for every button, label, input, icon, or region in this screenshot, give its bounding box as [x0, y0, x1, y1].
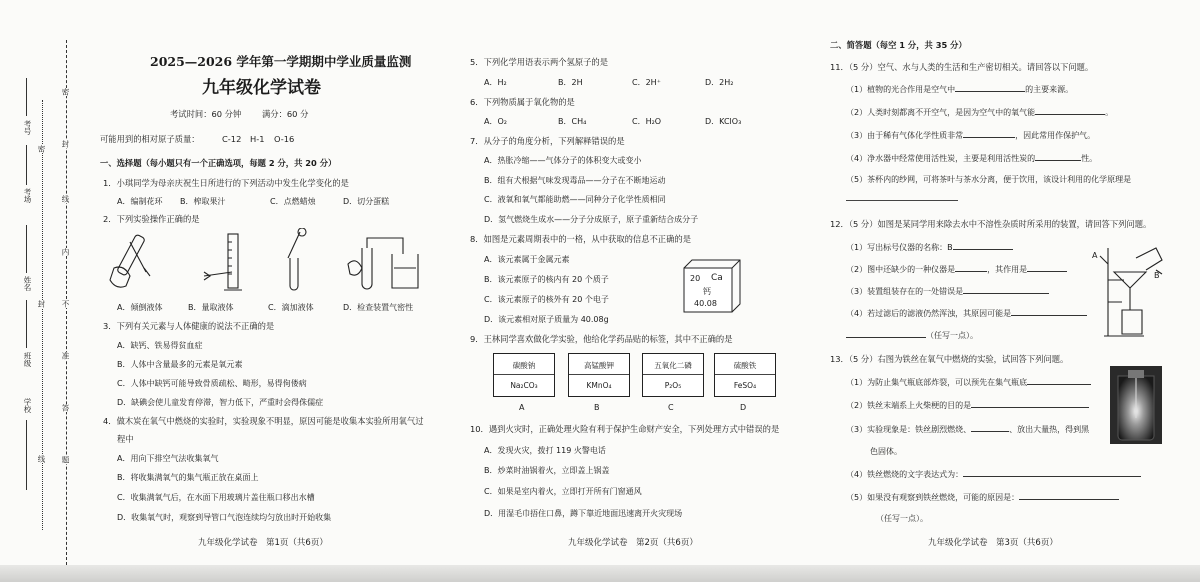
q13-blank-3[interactable]: [971, 423, 1009, 432]
class-field[interactable]: [26, 300, 27, 348]
q5-option-d[interactable]: D．2H₂: [705, 78, 734, 87]
iron-burning-photo: [1110, 366, 1162, 444]
q13-blank-1[interactable]: [1027, 376, 1091, 385]
page-1-footer: 九年级化学试卷 第1页（共6页）: [198, 538, 328, 548]
reagent-letter-d: D: [740, 403, 747, 412]
section-1-heading: 一、选择题（每小题只有一个正确选项，每题 2 分，共 20 分）: [100, 158, 337, 168]
q12-blank-2[interactable]: [955, 263, 987, 272]
question-2: 2．下列实验操作正确的是: [103, 214, 200, 224]
figure-label-b: B: [1154, 271, 1160, 280]
reagent-letter-b: B: [594, 403, 600, 412]
scan-shadow: [0, 565, 1200, 582]
element-name: 钙: [703, 287, 711, 296]
class-label: 班级: [23, 352, 32, 367]
q11-blank-5[interactable]: [846, 200, 958, 201]
q13-item-4: （4）铁丝燃烧的文字表达式为：: [846, 468, 1141, 480]
section-2-heading: 二、简答题（每空 1 分，共 35 分）: [830, 40, 967, 50]
question-3: 3．下列有关元素与人体健康的说法不正确的是: [103, 321, 275, 331]
q5-option-a[interactable]: A．H₂: [484, 78, 507, 87]
exam-score: 满分：60 分: [262, 109, 309, 119]
pour-liquid-drawing: [110, 234, 150, 287]
atomic-mass-o: O-16: [274, 134, 295, 144]
q2-option-a[interactable]: A．倾倒液体: [117, 303, 163, 312]
q12-blank-3[interactable]: [1027, 263, 1067, 272]
q12-blank-1[interactable]: [953, 241, 1013, 250]
q6-option-a[interactable]: A．O₂: [484, 117, 507, 126]
question-11: 11．（5 分）空气、水与人类的生活和生产密切相关。请回答以下问题。: [830, 62, 1094, 72]
atomic-mass-label: 可能用到的相对原子质量：: [100, 134, 200, 144]
q13-item-2: （2）铁丝末端系上火柴梗的目的是: [846, 399, 1089, 411]
q10-option-a[interactable]: A．发现火灾，拨打 119 火警电话: [484, 446, 606, 455]
q1-option-a[interactable]: A．编制花环: [117, 197, 163, 206]
margin-seal-feng: 封: [61, 140, 70, 148]
q8-option-c[interactable]: C．该元素原子的核外有 20 个电子: [484, 295, 609, 304]
binding-line-2: [42, 100, 43, 530]
q2-option-d[interactable]: D．检查装置气密性: [343, 303, 414, 312]
q13-item-3-cont: 色固体。: [870, 447, 902, 456]
q10-option-b[interactable]: B．炒菜时油锅着火，立即盖上锅盖: [484, 466, 610, 475]
exam-number-field[interactable]: [26, 78, 27, 116]
name-field[interactable]: [26, 225, 27, 273]
q3-option-d[interactable]: D．缺碘会使儿童发育停滞，智力低下，严重时会得侏儒症: [117, 398, 324, 407]
q12-blank-4[interactable]: [963, 285, 1049, 294]
q4-option-d[interactable]: D．收集氧气时，观察到导管口气泡连续均匀放出时开始收集: [117, 513, 332, 522]
margin-seal-nei: 内: [61, 248, 70, 256]
q6-option-c[interactable]: C．H₂O: [632, 117, 662, 126]
graduated-cylinder-drawing: [204, 234, 242, 290]
margin-seal2-feng: 封: [37, 300, 46, 308]
exam-title: 2025—2026 学年第一学期期中学业质量监测: [150, 54, 412, 69]
atomic-mass-h: H-1: [250, 134, 265, 144]
reagent-name-c: 五氧化二磷: [654, 361, 692, 370]
q8-option-b[interactable]: B．该元素原子的核内有 20 个质子: [484, 275, 609, 284]
q13-blank-5[interactable]: [1019, 491, 1119, 500]
q11-blank-1[interactable]: [955, 83, 1025, 92]
q11-item-1: （1）植物的光合作用是空气中 的主要来源。: [846, 85, 1074, 94]
question-8: 8．如图是元素周期表中的一格，从中获取的信息不正确的是: [470, 234, 691, 244]
q7-option-d[interactable]: D．氢气燃烧生成水——分子分成原子，原子重新结合成分子: [484, 215, 699, 224]
q12-item-1: （1）写出标号仪器的名称：B: [846, 241, 1013, 253]
q12-item-3: （3）装置组装存在的一处错误是: [846, 285, 1049, 297]
q12-blank-5[interactable]: [1011, 307, 1087, 316]
q12-blank-6[interactable]: [846, 329, 926, 338]
q13-blank-2[interactable]: [971, 399, 1089, 408]
q11-item-2: （2）人类时刻都离不开空气，是因为空气中的氧气能 。: [846, 108, 1114, 117]
q8-option-a[interactable]: A．该元素属于金属元素: [484, 255, 570, 264]
q13-item-3: （3）实验现象是：铁丝剧烈燃烧、 、放出大量热，得到黑: [846, 425, 1090, 434]
exam-number-label: 考号: [23, 120, 32, 135]
exam-room-label: 考场: [23, 188, 32, 203]
margin-seal-ti: 题: [61, 456, 70, 464]
question-7: 7．从分子的角度分析，下列解释错误的是: [470, 136, 625, 146]
question-6: 6．下列物质属于氧化物的是: [470, 97, 575, 107]
reagent-formula-a: Na₂CO₃: [510, 381, 538, 390]
q4-option-b[interactable]: B．将收集满氧气的集气瓶正放在桌面上: [117, 473, 259, 482]
question-13: 13．（5 分）右图为铁丝在氧气中燃烧的实验，试回答下列问题。: [830, 354, 1069, 364]
airtightness-check-drawing: [348, 238, 418, 289]
exam-subtitle: 九年级化学试卷: [202, 78, 321, 98]
margin-seal-bu: 不: [61, 300, 70, 308]
q8-option-d[interactable]: D．该元素相对原子质量为 40.08g: [484, 315, 609, 324]
q5-option-c[interactable]: C．2H⁺: [632, 78, 661, 87]
q11-blank-3[interactable]: [963, 129, 1015, 138]
question-1: 1．小琪同学为母亲庆祝生日所进行的下列活动中发生化学变化的是: [103, 178, 349, 188]
question-4: 4．做木炭在氧气中燃烧的实验时，实验现象不明显，原因可能是收集本实验所用氧气过: [103, 416, 424, 426]
q11-blank-4[interactable]: [1035, 152, 1081, 161]
element-number: 20: [690, 274, 701, 283]
margin-seal-zhun: 准: [61, 352, 70, 360]
q13-item-1: （1）为防止集气瓶底部炸裂，可以预先在集气瓶底: [846, 376, 1091, 388]
q2-option-b[interactable]: B．量取液体: [188, 303, 234, 312]
reagent-label-b[interactable]: [568, 353, 630, 397]
reagent-letter-a: A: [519, 403, 525, 412]
q13-item-5: （5）如果没有观察到铁丝燃烧，可能的原因是：: [846, 491, 1119, 503]
margin-seal2-mi: 密: [37, 145, 46, 153]
question-9: 9．王林同学喜欢做化学实验，他给化学药品贴的标签，其中不正确的是: [470, 334, 733, 344]
element-mass: 40.08: [694, 299, 717, 308]
filtration-apparatus-drawing: [1096, 240, 1168, 340]
figure-label-a: A: [1092, 251, 1098, 260]
reagent-name-b: 高锰酸钾: [584, 361, 614, 370]
margin-seal-xian: 线: [61, 195, 70, 203]
reagent-letter-c: C: [668, 403, 674, 412]
q4-option-c[interactable]: C．收集满氧气后，在水面下用玻璃片盖住瓶口移出水槽: [117, 493, 315, 502]
element-symbol: Ca: [711, 273, 723, 283]
reagent-name-d: 硫酸铁: [733, 361, 757, 370]
question-10: 10．遇到火灾时，正确处理火险有利于保护生命财产安全，下列处理方式中错误的是: [470, 424, 780, 434]
q11-blank-2[interactable]: [1035, 106, 1105, 115]
q10-option-d[interactable]: D．用湿毛巾捂住口鼻，蹲下靠近地面迅速离开火灾现场: [484, 509, 683, 518]
reagent-name-a: 碳酸钠: [512, 361, 536, 370]
reagent-label-c[interactable]: [642, 353, 704, 397]
q11-item-5: （5）茶杯内的纱网，可将茶叶与茶水分离，便于饮用，该设计利用的化学原理是: [846, 175, 1132, 184]
margin-seal2-xian: 线: [37, 455, 46, 463]
reagent-formula-b: KMnO₄: [586, 381, 612, 390]
school-field[interactable]: [26, 420, 27, 490]
exam-room-field[interactable]: [26, 145, 27, 185]
q1-option-b[interactable]: B．榨取果汁: [180, 197, 226, 206]
q6-option-b[interactable]: B．CH₄: [558, 117, 587, 126]
q7-option-b[interactable]: B．组有犬根据气味发现毒品——分子在不断地运动: [484, 176, 666, 185]
school-label: 学校: [23, 398, 32, 413]
q11-item-4: （4）净水器中经常使用活性炭，主要是利用活性炭的 性。: [846, 154, 1098, 163]
q11-item-3: （3）由于稀有气体化学性质非常 ，因此常用作保护气。: [846, 131, 1096, 140]
exam-time: 考试时间：60 分钟: [170, 109, 242, 119]
question-12: 12．（5 分）如图是某同学用来除去水中不溶性杂质时所采用的装置，请回答下列问题。: [830, 219, 1152, 229]
dropper-drawing: [288, 228, 306, 290]
q1-option-d[interactable]: D．切分蛋糕: [343, 197, 390, 206]
q12-item-2: （2）图中还缺少的一种仪器是 ，其作用是: [846, 263, 1067, 275]
q2-apparatus-illustrations: [100, 228, 430, 300]
q12-item-4: （4）若过滤后的滤液仍然浑浊，其原因可能是: [846, 307, 1087, 319]
name-label: 姓名: [23, 276, 32, 291]
question-5: 5．下列化学用语表示两个氢原子的是: [470, 57, 609, 67]
question-4-cont: 程中: [117, 434, 134, 444]
q3-option-a[interactable]: A．缺钙、铁易得贫血症: [117, 341, 203, 350]
q3-option-b[interactable]: B．人体中含量最多的元素是氧元素: [117, 360, 243, 369]
q3-option-c[interactable]: C．人体中缺钙可能导致骨质疏松、畸形，易得佝偻病: [117, 379, 307, 388]
q1-option-c[interactable]: C．点燃蜡烛: [270, 197, 316, 206]
reagent-label-d[interactable]: [714, 353, 776, 397]
reagent-label-a[interactable]: [493, 353, 555, 397]
q7-option-c[interactable]: C．液氧和氧气都能助燃——同种分子化学性质相同: [484, 195, 666, 204]
q10-option-c[interactable]: C．如果是室内着火，立即打开所有门窗通风: [484, 487, 642, 496]
margin-seal-mi: 密: [61, 88, 70, 96]
page-3-footer: 九年级化学试卷 第3页（共6页）: [928, 538, 1058, 548]
reagent-formula-d: FeSO₄: [733, 381, 757, 390]
q13-item-5-tail: （任写一点）。: [876, 514, 928, 523]
q12-item-4-tail: （任写一点）。: [846, 329, 978, 341]
q2-option-c[interactable]: C．滴加液体: [268, 303, 314, 312]
reagent-formula-c: P₂O₅: [664, 381, 682, 390]
margin-seal-da: 答: [61, 404, 70, 412]
q4-option-a[interactable]: A．用向下排空气法收集氧气: [117, 454, 219, 463]
q13-blank-4[interactable]: [963, 468, 1141, 477]
q6-option-d[interactable]: D．KClO₃: [705, 117, 742, 126]
atomic-mass-c: C-12: [222, 134, 242, 144]
q7-option-a[interactable]: A．热胀冷缩——气体分子的体积变大或变小: [484, 156, 642, 165]
q5-option-b[interactable]: B．2H: [558, 78, 583, 87]
page-2-footer: 九年级化学试卷 第2页（共6页）: [568, 538, 698, 548]
